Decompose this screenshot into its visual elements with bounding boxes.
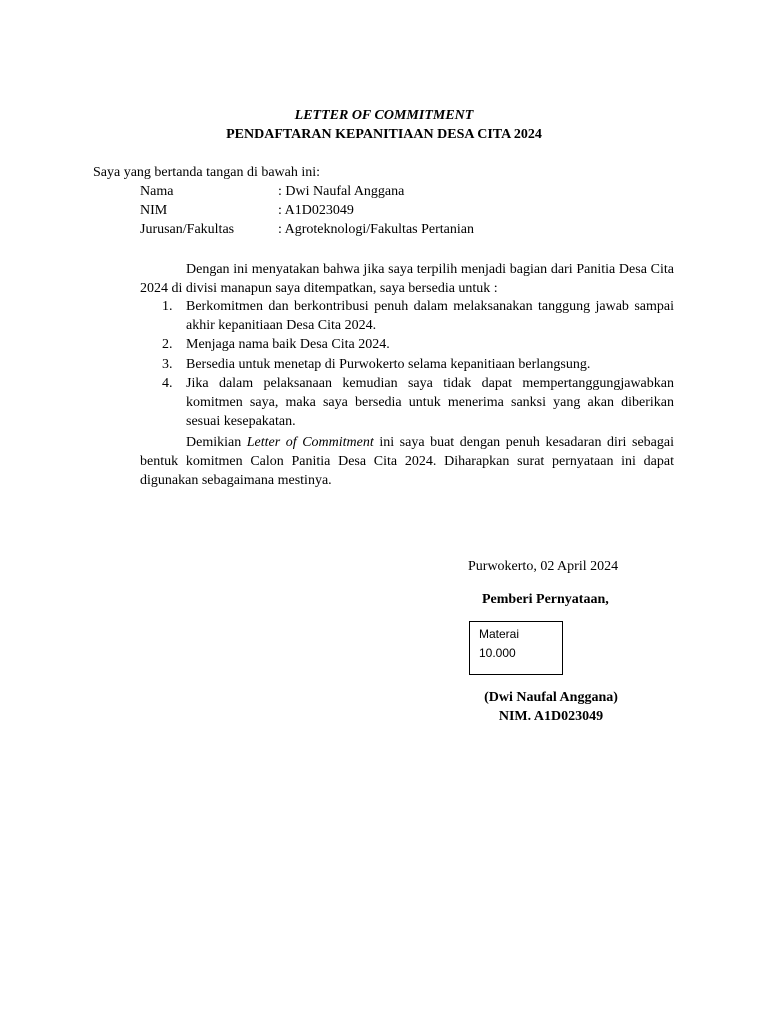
- list-text: Menjaga nama baik Desa Cita 2024.: [186, 337, 390, 353]
- intro-text: Saya yang bertanda tangan di bawah ini:: [93, 165, 321, 180]
- list-number: 1.: [162, 299, 173, 314]
- signer-nim: NIM. A1D023049: [498, 709, 604, 724]
- field-label: NIM: [140, 203, 168, 218]
- signer-title: Pemberi Pernyataan,: [482, 592, 609, 607]
- stamp-label: Materai: [479, 627, 520, 641]
- list-item: [140, 297, 674, 335]
- list-item: [140, 374, 674, 432]
- closing-text-start: Demikian: [186, 435, 247, 450]
- commitment-list: [140, 297, 674, 431]
- list-item: [140, 335, 674, 354]
- list-number: 2.: [162, 337, 173, 353]
- place-date: Purwokerto, 02 April 2024: [468, 559, 619, 574]
- field-label: Nama: [140, 184, 174, 199]
- list-text: Jika dalam pelaksanaan kemudian saya tidak dapat mempertanggungjawabkan komitmen saya, maka saya bersedia untuk menerima sanksi yang akan diberikan sesuai kesepakatan.: [186, 375, 674, 430]
- document-title: LETTER OF COMMITMENT: [294, 108, 474, 123]
- field-label: Jurusan/Fakultas: [140, 222, 235, 237]
- list-text: Bersedia untuk menetap di Purwokerto selama kepanitiaan berlangsung.: [186, 356, 591, 372]
- field-value: : A1D023049: [278, 203, 354, 218]
- field-value: : Dwi Naufal Anggana: [278, 184, 405, 199]
- stamp-box: [469, 621, 563, 675]
- list-item: [140, 355, 674, 374]
- stamp-value: 10.000: [479, 646, 516, 660]
- closing-paragraph: [140, 433, 674, 491]
- field-nama: [140, 182, 404, 201]
- signer-name: (Dwi Naufal Anggana): [484, 690, 618, 705]
- statement-paragraph: Dengan ini menyatakan bahwa jika saya terpilih menjadi bagian dari Panitia Desa Cita 2024 di divisi manapun saya ditempatkan, saya bersedia untuk :: [140, 262, 674, 297]
- closing-text-italic: Letter of Commitment: [246, 435, 374, 450]
- list-number: 4.: [162, 375, 173, 391]
- list-text: Berkomitmen dan berkontribusi penuh dalam melaksanakan tanggung jawab sampai akhir kepanitiaan Desa Cita 2024.: [186, 299, 674, 334]
- closing-text-end: ini saya buat dengan penuh kesadaran diri sebagai bentuk komitmen Calon Panitia Desa Cita 2024. Diharapkan surat pernyataan ini dapat digunakan sebagaimana mestinya.: [140, 435, 674, 489]
- list-number: 3.: [162, 356, 173, 372]
- field-nim: [140, 201, 354, 220]
- field-value: : Agroteknologi/Fakultas Pertanian: [278, 222, 474, 237]
- field-jurusan: [140, 220, 474, 239]
- document-subtitle: PENDAFTARAN KEPANITIAAN DESA CITA 2024: [226, 127, 542, 142]
